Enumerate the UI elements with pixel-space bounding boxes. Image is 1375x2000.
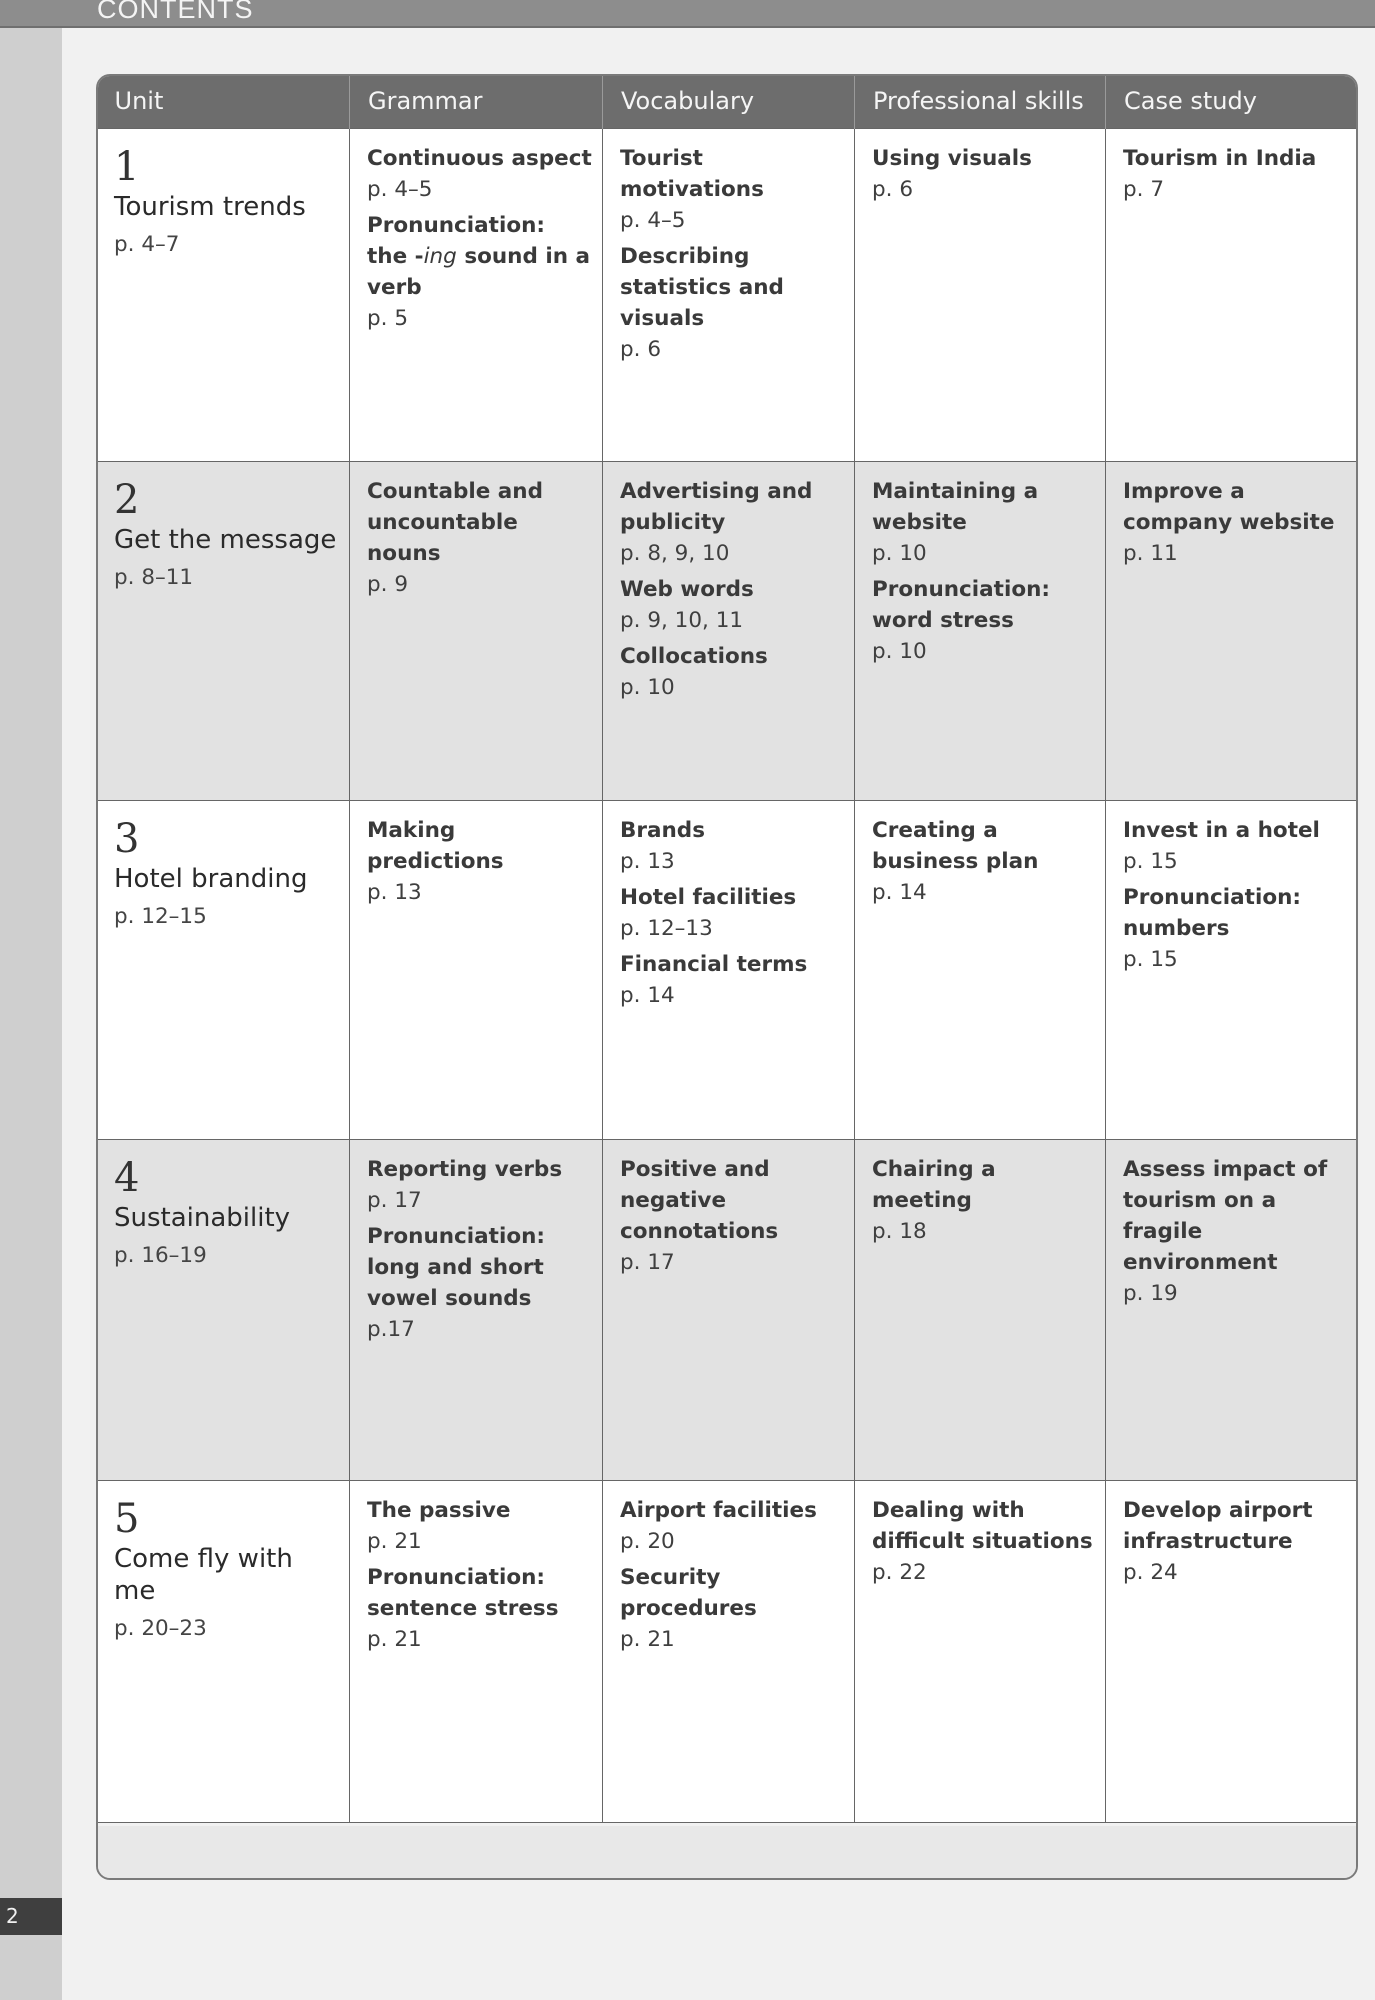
case-study-cell — [1106, 462, 1359, 801]
grammar-cell — [350, 801, 603, 1140]
item-title: Security procedures — [620, 1565, 757, 1621]
item-title: Tourist motivations — [620, 146, 764, 202]
unit-cell — [97, 801, 350, 1140]
unit-title: Hotel branding — [114, 864, 308, 894]
col-header-case-study: Case study — [1106, 74, 1359, 129]
list-item — [872, 143, 1095, 205]
case-study-cell — [1106, 1140, 1359, 1481]
item-page: p. 5 — [367, 306, 408, 331]
item-page: p.17 — [367, 1317, 415, 1342]
unit-pages: p. 16–19 — [114, 1243, 207, 1268]
list-item — [620, 241, 844, 365]
item-page: p. 13 — [620, 849, 675, 874]
unit-row-3 — [97, 801, 1359, 1140]
item-page: p. 6 — [620, 337, 661, 362]
list-item — [367, 1221, 592, 1345]
item-title: Develop airport infrastructure — [1123, 1498, 1313, 1554]
item-page: p. 17 — [620, 1250, 675, 1275]
item-title: Positive and negative connotations — [620, 1157, 779, 1244]
unit-pages: p. 20–23 — [114, 1616, 207, 1641]
list-item — [367, 210, 592, 334]
list-item — [872, 476, 1095, 569]
grammar-cell — [350, 1140, 603, 1481]
list-item — [1123, 1154, 1348, 1309]
col-header-unit: Unit — [97, 74, 350, 129]
list-item — [872, 1154, 1095, 1247]
item-page: p. 19 — [1123, 1281, 1178, 1306]
list-item — [872, 1495, 1095, 1588]
unit-row-5 — [97, 1481, 1359, 1823]
item-page: p. 10 — [620, 675, 675, 700]
item-title: Airport facilities — [620, 1498, 817, 1523]
list-item — [620, 1154, 844, 1278]
item-page: p. 14 — [872, 880, 927, 905]
case-study-cell — [1106, 129, 1359, 462]
item-page: p. 4–5 — [620, 208, 686, 233]
list-item — [620, 1495, 844, 1557]
item-page: p. 22 — [872, 1560, 927, 1585]
item-page: p. 21 — [367, 1529, 422, 1554]
list-item — [620, 476, 844, 569]
unit-number: 1 — [114, 144, 140, 190]
skills-cell — [855, 1140, 1106, 1481]
item-page: p. 6 — [872, 177, 913, 202]
list-item — [620, 574, 844, 636]
item-title-part: sound in a verb — [367, 244, 591, 300]
vocabulary-cell — [603, 462, 855, 801]
list-item — [1123, 815, 1348, 877]
header-row — [97, 74, 1359, 129]
item-page: p. 9, 10, 11 — [620, 608, 744, 633]
item-title: Pronunciation: — [367, 213, 545, 238]
list-item — [367, 1154, 592, 1216]
item-title-detail — [367, 241, 592, 303]
case-study-cell — [1106, 1481, 1359, 1823]
item-page: p. 24 — [1123, 1560, 1178, 1585]
item-title: Using visuals — [872, 146, 1032, 171]
item-title: Chairing a meeting — [872, 1157, 996, 1213]
unit-cell — [97, 1481, 350, 1823]
left-margin-strip — [0, 28, 62, 2000]
item-page: p. 15 — [1123, 849, 1178, 874]
list-item — [620, 949, 844, 1011]
list-item — [620, 641, 844, 703]
unit-title: Come fly with me — [114, 1544, 293, 1606]
col-header-grammar: Grammar — [350, 74, 603, 129]
col-header-vocabulary: Vocabulary — [603, 74, 855, 129]
unit-pages: p. 12–15 — [114, 904, 207, 929]
page-number: 2 — [0, 1898, 62, 1935]
item-page: p. 4–5 — [367, 177, 433, 202]
vocabulary-cell — [603, 129, 855, 462]
unit-row-1 — [97, 129, 1359, 462]
vocabulary-cell — [603, 1481, 855, 1823]
contents-table — [96, 74, 1358, 1823]
item-title: Brands — [620, 818, 705, 843]
vocabulary-cell — [603, 1140, 855, 1481]
unit-number: 5 — [114, 1496, 140, 1542]
item-page: p. 14 — [620, 983, 675, 1008]
list-item — [872, 574, 1095, 667]
list-item — [1123, 476, 1348, 569]
unit-number: 4 — [114, 1155, 140, 1201]
item-title: The passive — [367, 1498, 511, 1523]
unit-row-4 — [97, 1140, 1359, 1481]
list-item — [1123, 143, 1348, 205]
item-title-part: the - — [367, 244, 424, 269]
item-title: Improve a company website — [1123, 479, 1335, 535]
skills-cell — [855, 129, 1106, 462]
skills-cell — [855, 1481, 1106, 1823]
list-item — [620, 143, 844, 236]
item-page: p. 8, 9, 10 — [620, 541, 730, 566]
list-item — [367, 1562, 592, 1655]
table-footer-strip — [98, 1826, 1356, 1878]
item-title: Financial terms — [620, 952, 808, 977]
unit-number: 2 — [114, 477, 140, 523]
case-study-cell — [1106, 801, 1359, 1140]
grammar-cell — [350, 129, 603, 462]
item-title: Making predictions — [367, 818, 504, 874]
item-page: p. 7 — [1123, 177, 1164, 202]
item-page: p. 15 — [1123, 947, 1178, 972]
item-title: Creating a business plan — [872, 818, 1039, 874]
unit-number: 3 — [114, 816, 140, 862]
item-page: p. 21 — [367, 1627, 422, 1652]
unit-cell — [97, 129, 350, 462]
item-title: Collocations — [620, 644, 768, 669]
list-item — [872, 815, 1095, 908]
item-title: Continuous aspect — [367, 146, 592, 171]
list-item — [367, 143, 592, 205]
item-title: Maintaining a website — [872, 479, 1039, 535]
list-item — [620, 1562, 844, 1655]
unit-pages: p. 8–11 — [114, 565, 194, 590]
item-title: Countable and uncountable nouns — [367, 479, 543, 566]
item-page: p. 9 — [367, 572, 408, 597]
skills-cell — [855, 462, 1106, 801]
item-title: Pronunciation: word stress — [872, 577, 1050, 633]
top-band — [0, 0, 1375, 28]
grammar-cell — [350, 462, 603, 801]
item-title: Pronunciation: sentence stress — [367, 1565, 559, 1621]
item-page: p. 11 — [1123, 541, 1178, 566]
list-item — [367, 476, 592, 600]
unit-cell — [97, 462, 350, 801]
item-page: p. 12–13 — [620, 916, 713, 941]
item-title: Tourism in India — [1123, 146, 1317, 171]
list-item — [367, 815, 592, 908]
item-title: Web words — [620, 577, 754, 602]
item-title-italic: ing — [423, 244, 457, 269]
item-page: p. 17 — [367, 1188, 422, 1213]
item-title: Dealing with difficult situations — [872, 1498, 1093, 1554]
unit-title: Get the message — [114, 525, 337, 555]
col-header-professional-skills: Professional skills — [855, 74, 1106, 129]
unit-cell — [97, 1140, 350, 1481]
item-title: Advertising and publicity — [620, 479, 813, 535]
item-title: Reporting verbs — [367, 1157, 563, 1182]
item-page: p. 10 — [872, 639, 927, 664]
list-item — [620, 815, 844, 877]
grammar-cell — [350, 1481, 603, 1823]
item-page: p. 13 — [367, 880, 422, 905]
skills-cell — [855, 801, 1106, 1140]
item-title: Describing statistics and visuals — [620, 244, 784, 331]
contents-frame — [96, 74, 1358, 1880]
list-item — [367, 1495, 592, 1557]
item-page: p. 10 — [872, 541, 927, 566]
unit-pages: p. 4–7 — [114, 232, 180, 257]
list-item — [1123, 1495, 1348, 1588]
item-title: Pronunciation: numbers — [1123, 885, 1301, 941]
item-title: Hotel facilities — [620, 885, 797, 910]
item-page: p. 18 — [872, 1219, 927, 1244]
section-title: CONTENTS — [97, 0, 254, 24]
list-item — [1123, 882, 1348, 975]
unit-title: Sustainability — [114, 1203, 291, 1233]
item-page: p. 21 — [620, 1627, 675, 1652]
vocabulary-cell — [603, 801, 855, 1140]
item-title: Pronunciation: long and short vowel sounds — [367, 1224, 545, 1311]
unit-row-2 — [97, 462, 1359, 801]
item-title: Assess impact of tourism on a fragile environment — [1123, 1157, 1328, 1275]
list-item — [620, 882, 844, 944]
item-title: Invest in a hotel — [1123, 818, 1320, 843]
item-page: p. 20 — [620, 1529, 675, 1554]
unit-title: Tourism trends — [114, 192, 306, 222]
